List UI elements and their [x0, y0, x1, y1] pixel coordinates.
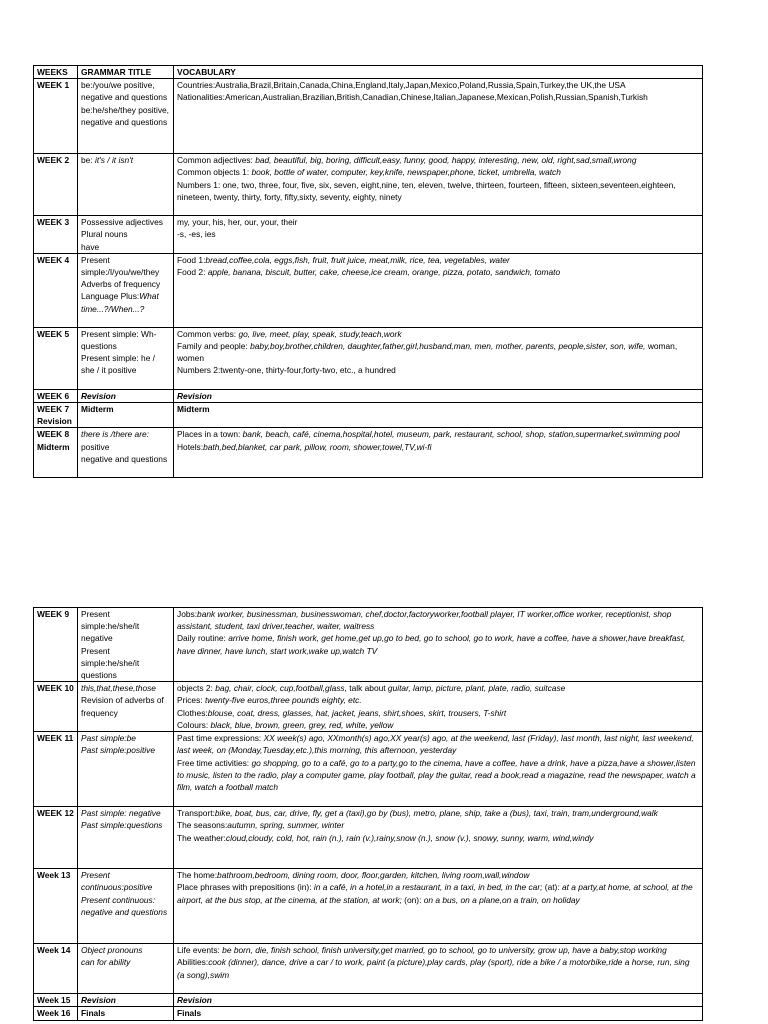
cell-line	[81, 403, 170, 415]
week-label: Week 15	[37, 995, 71, 1006]
cell-text: can for ability	[81, 957, 131, 968]
cell-text: be born, die, finish school, finish university,get married, go to school, go to university, grow up, have a baby,stop working	[222, 945, 667, 956]
cell-line	[81, 1007, 170, 1019]
cell-line	[81, 956, 170, 968]
cell-line	[177, 881, 699, 905]
vocabulary-cell	[174, 1007, 703, 1020]
table-body-1	[34, 79, 703, 478]
vocabulary-cell	[174, 732, 703, 807]
grammar-cell	[78, 253, 174, 327]
header-vocabulary: VOCABULARY	[174, 66, 703, 79]
week-cell	[34, 944, 78, 994]
table-row	[34, 79, 703, 154]
table-row	[34, 1007, 703, 1020]
cell-line	[177, 328, 699, 340]
cell-line	[177, 719, 699, 731]
week-label: WEEK 4	[37, 254, 70, 265]
cell-line	[177, 91, 699, 103]
week-label: WEEK 1	[37, 80, 70, 91]
cell-text: Clothes:	[177, 707, 208, 718]
table-row	[34, 682, 703, 732]
cell-text: The weather:	[177, 832, 226, 843]
vocabulary-cell	[174, 807, 703, 869]
table-row	[34, 994, 703, 1007]
week-cell	[34, 327, 78, 389]
week-label: WEEK 11	[37, 733, 74, 744]
vocabulary-cell	[174, 327, 703, 389]
cell-line	[177, 340, 699, 364]
cell-text: Past time expressions:	[177, 733, 264, 744]
cell-line	[81, 441, 170, 453]
cell-text: my, your, his, her, our, your, their	[177, 217, 298, 228]
cell-text: The seasons:	[177, 820, 228, 831]
vocabulary-cell	[174, 216, 703, 254]
cell-text: on a bus, on a plane,on a train, on holiday	[423, 894, 580, 905]
cell-line	[81, 682, 170, 694]
cell-text: Revision	[177, 995, 212, 1006]
cell-line	[81, 453, 170, 465]
cell-line	[81, 694, 170, 718]
cell-text: Finals	[81, 1008, 106, 1019]
cell-line	[177, 994, 699, 1006]
cell-text: have	[81, 241, 100, 252]
cell-text: Midterm	[177, 404, 210, 415]
week-cell	[34, 253, 78, 327]
cell-line	[81, 278, 170, 290]
cell-line	[81, 228, 170, 240]
cell-text: bathroom,bedroom, dining room, door, floor,garden, kitchen, living room,wall,window	[217, 870, 530, 881]
table-body-2	[34, 608, 703, 1021]
cell-text: guitar, lamp, picture, plant, plate, radio, suitcase	[387, 683, 566, 694]
cell-line	[177, 216, 699, 228]
cell-line	[177, 807, 699, 819]
week-label: WEEK 10	[37, 683, 74, 694]
week-cell	[34, 869, 78, 944]
cell-line	[177, 364, 699, 376]
cell-text: Plural nouns	[81, 229, 128, 240]
cell-line	[81, 869, 170, 893]
table-row	[34, 869, 703, 944]
week-label: Week 14	[37, 945, 71, 956]
cell-text: negative and questions	[81, 453, 168, 464]
cell-text: be:	[81, 155, 95, 166]
cell-line	[177, 956, 699, 980]
cell-text: go shopping, go to a café, go to a party,go to the cinema, have a coffee, have a drink, have a pizza,have a shower,listen to music, listen to the radio, play a computer game, play football, play the guitar, read a book,read a magazine, read the newspaper, watch a film, watch a football match	[177, 757, 696, 793]
cell-text: at a party,at home, at school, at the airport, at the bus stop, at the cinema, at the station, at work;	[177, 882, 693, 905]
cell-text: Adverbs of frequency	[81, 279, 161, 290]
cell-text: Revision of adverbs of frequency	[81, 695, 164, 718]
cell-text: positive	[81, 441, 110, 452]
week-label: WEEK 8 Midterm	[37, 429, 70, 452]
cell-text: Present simple:he/she/it questions	[81, 645, 140, 681]
cell-text: The home:	[177, 870, 218, 881]
cell-text: there is /there are:	[81, 429, 149, 440]
grammar-cell	[78, 807, 174, 869]
grammar-cell	[78, 389, 174, 402]
cell-text: Common objects 1:	[177, 167, 252, 178]
cell-text: it's / it isn't	[94, 155, 134, 166]
cell-text: (at):	[542, 882, 562, 893]
cell-text: Finals	[177, 1008, 202, 1019]
cell-line	[81, 216, 170, 228]
vocabulary-cell	[174, 403, 703, 428]
cell-text: Common adjectives:	[177, 155, 256, 166]
vocabulary-cell	[174, 944, 703, 994]
cell-text: Present simple: he / she / it positive	[81, 353, 156, 376]
cell-line	[81, 254, 170, 278]
week-cell	[34, 216, 78, 254]
cell-text: bath,bed,blanket, car park, pillow, room, shower,towel,TV,wi-fi	[203, 441, 432, 452]
cell-text: Present simple: Wh-questions	[81, 328, 157, 352]
vocabulary-cell	[174, 79, 703, 154]
cell-text: Nationalities:American,Australian,Brazilian,British,Canadian,Chinese,Italian,Japanese,Mexican,Polish,Russian,Spanish,Turkish	[177, 92, 648, 103]
cell-line	[177, 694, 699, 706]
cell-line	[177, 228, 699, 240]
table-row	[34, 253, 703, 327]
cell-text: -s, -es, ies	[177, 229, 216, 240]
cell-text: Present simple:he/she/it negative	[81, 609, 140, 644]
cell-text: Prices:	[177, 695, 205, 706]
cell-text: Hotels:	[177, 441, 204, 452]
grammar-cell	[78, 79, 174, 154]
cell-text: bread,coffee,cola, eggs,fish, fruit, fruit juice, meat,milk, rice, tea, vegetables, water	[205, 254, 510, 265]
cell-text: talk about	[346, 683, 388, 694]
cell-text: Past simple:questions	[81, 820, 163, 831]
week-cell	[34, 154, 78, 216]
week-cell	[34, 682, 78, 732]
vocabulary-cell	[174, 994, 703, 1007]
cell-text: be:/you/we positive, negative and questions	[81, 80, 168, 103]
week-cell	[34, 732, 78, 807]
cell-line	[177, 757, 699, 794]
cell-line	[81, 744, 170, 756]
cell-text: (on):	[401, 894, 424, 905]
table-row	[34, 608, 703, 682]
cell-text: Free time activities:	[177, 757, 252, 768]
cell-text: bad, beautiful, big, boring, difficult,easy, funny, good, happy, interesting, new, old, right,sad,small,wrong	[255, 155, 637, 166]
cell-line	[177, 428, 699, 440]
cell-text: Jobs:	[177, 609, 198, 619]
week-label: WEEK 7 Revision	[37, 404, 72, 427]
cell-line	[177, 682, 699, 694]
cell-line	[177, 1007, 699, 1019]
cell-text: Revision	[177, 390, 212, 401]
cell-text: cloud,cloudy, cold, hot, rain (n.), rain (v.),rainy,snow (n.), snow (v.), snowy, sunny, warm, wind,windy	[225, 832, 594, 843]
cell-text: in a café, in a hotel,in a restaurant, in a taxi, in bed, in the car;	[313, 882, 543, 893]
week-label: WEEK 6	[37, 390, 70, 401]
cell-line	[177, 869, 699, 881]
cell-line	[81, 645, 170, 682]
cell-text: Language Plus:	[81, 291, 140, 302]
week-label: WEEK 12	[37, 808, 74, 819]
cell-line	[177, 608, 699, 632]
cell-line	[81, 994, 170, 1006]
syllabus-table-1	[33, 65, 703, 478]
cell-line	[177, 254, 699, 266]
cell-text: bike, boat, bus, car, drive, fly, get a (taxi),go by (bus), metro, plane, ship, take a (bus), taxi, train, tram,underground,walk	[214, 808, 658, 819]
cell-text: Midterm	[81, 404, 114, 415]
cell-line	[177, 707, 699, 719]
header-grammar-title: GRAMMAR TITLE	[78, 66, 174, 79]
cell-text: Places in a town:	[177, 429, 243, 440]
cell-line	[177, 944, 699, 956]
grammar-cell	[78, 1007, 174, 1020]
week-label: Week 13	[37, 870, 71, 881]
week-cell	[34, 608, 78, 682]
cell-text: baby,boy,brother,children, daughter,father,girl,husband,man, men, mother, parents, people,sister, son, wife,	[250, 341, 646, 352]
cell-line	[81, 290, 170, 314]
cell-line	[81, 807, 170, 819]
cell-text: Past simple:be	[81, 733, 136, 744]
cell-text: XX week(s) ago, XXmonth(s) ago,XX year(s) ago, at the weekend, last (Friday), last month, last night, last weekend, last week, on (Monday,Tuesday,etc.),this morning, this afternoon, yesterday	[177, 733, 694, 756]
week-label: WEEK 2	[37, 155, 70, 166]
grammar-cell	[78, 154, 174, 216]
cell-text: Life events:	[177, 945, 223, 956]
cell-text: Object pronouns	[81, 945, 143, 956]
table-row	[34, 154, 703, 216]
cell-line	[81, 241, 170, 253]
grammar-cell	[78, 869, 174, 944]
cell-text: Common verbs:	[177, 328, 239, 339]
cell-line	[177, 154, 699, 166]
cell-line	[81, 352, 170, 376]
vocabulary-cell	[174, 389, 703, 402]
cell-text: Past simple: negative	[81, 808, 161, 819]
cell-line	[81, 428, 170, 440]
cell-text: Present simple:/I/you/we/they	[81, 254, 160, 278]
table-row	[34, 944, 703, 994]
grammar-cell	[78, 944, 174, 994]
table-row	[34, 389, 703, 402]
cell-text: twenty-five euros,three pounds eighty, etc.	[204, 695, 362, 706]
cell-text: black, blue, brown, green, grey, red, white, yellow	[210, 719, 394, 730]
week-cell	[34, 79, 78, 154]
cell-text: bank, beach, café, cinema,hospital,hotel, museum, park, restaurant, school, shop, station,supermarket,swimming pool	[242, 429, 680, 440]
cell-line	[81, 154, 170, 166]
syllabus-table-2	[33, 607, 703, 1021]
week-label: WEEK 3	[37, 217, 70, 228]
table-header-row	[34, 66, 703, 79]
week-label: WEEK 9	[37, 609, 70, 619]
vocabulary-cell	[174, 869, 703, 944]
cell-text: Abilities:	[177, 957, 209, 968]
grammar-cell	[78, 608, 174, 682]
cell-text: Past simple:positive	[81, 745, 156, 756]
cell-line	[177, 441, 699, 453]
week-cell	[34, 807, 78, 869]
cell-line	[81, 104, 170, 128]
cell-text: book, bottle of water, computer, key,knife, newspaper,phone, ticket, umbrella, watch	[251, 167, 561, 178]
grammar-cell	[78, 327, 174, 389]
cell-text: Food 1:	[177, 254, 206, 265]
vocabulary-cell	[174, 253, 703, 327]
cell-text: Numbers 2:twenty-one, thirty-four,forty-two, etc., a hundred	[177, 365, 396, 376]
grammar-cell	[78, 682, 174, 732]
cell-text: be:he/she/they positive, negative and questions	[81, 104, 169, 127]
cell-text: Present continuous:positive	[81, 870, 153, 893]
week-cell	[34, 1007, 78, 1020]
grammar-cell	[78, 428, 174, 478]
week-cell	[34, 428, 78, 478]
cell-text: blouse, coat, dress, glasses, hat, jacket, jeans, shirt,shoes, skirt, trousers, T-shirt	[207, 707, 507, 718]
cell-text: Present continuous: negative and questions	[81, 894, 168, 917]
grammar-cell	[78, 994, 174, 1007]
cell-text: Possessive adjectives	[81, 217, 163, 228]
cell-text: Food 2:	[177, 267, 208, 278]
vocabulary-cell	[174, 428, 703, 478]
table-row	[34, 807, 703, 869]
cell-line	[177, 732, 699, 756]
vocabulary-cell	[174, 154, 703, 216]
week-cell	[34, 389, 78, 402]
cell-line	[177, 832, 699, 844]
cell-line	[81, 944, 170, 956]
vocabulary-cell	[174, 682, 703, 732]
table-row	[34, 327, 703, 389]
cell-text: cook (dinner), dance, drive a car / to work, paint (a picture),play cards, play (sport), ride a bike / a motorbike,ride a horse, run, sing (a song),swim	[177, 957, 690, 980]
cell-text: Revision	[81, 995, 116, 1006]
cell-text: apple, banana, biscuit, butter, cake, cheese,ice cream, orange, pizza, potato, sandwich, tomato	[207, 267, 561, 278]
cell-line	[177, 403, 699, 415]
table-row	[34, 403, 703, 428]
cell-text: bag, chair, clock, cup,football,glass,	[215, 683, 347, 694]
week-label: Week 16	[37, 1008, 71, 1019]
cell-text: Daily routine:	[177, 633, 229, 644]
cell-text: Revision	[81, 390, 116, 401]
cell-text: What time...?/When...?	[81, 291, 159, 314]
cell-line	[81, 732, 170, 744]
cell-text: bank worker, businessman, businesswoman, chef,doctor,factoryworker,football player, IT worker,office worker, receptionist, shop assistant, student, taxi driver,teacher, waiter, waitress	[177, 609, 672, 632]
grammar-cell	[78, 403, 174, 428]
cell-line	[81, 894, 170, 918]
cell-line	[177, 79, 699, 91]
cell-text: Numbers 1: one, two, three, four, five, six, seven, eight,nine, ten, eleven, twelve, thirteen, fourteen, fifteen, sixteen,seventeen,eighteen, nineteen, twenty, thirty, forty, fifty,sixty, seventy, eighty, ninety	[177, 179, 676, 202]
cell-text: Colours:	[177, 719, 211, 730]
cell-text: woman, women	[177, 341, 678, 364]
week-label: WEEK 5	[37, 328, 70, 339]
cell-line	[81, 608, 170, 645]
cell-line	[177, 166, 699, 178]
table-row	[34, 732, 703, 807]
cell-line	[81, 79, 170, 103]
cell-text: Transport:	[177, 808, 215, 819]
cell-line	[81, 819, 170, 831]
vocabulary-cell	[174, 608, 703, 682]
table-row	[34, 216, 703, 254]
cell-line	[177, 632, 699, 656]
cell-text: arrive home, finish work, get home,get up,go to bed, go to school, go to work, have a coffee, have a shower,have breakfast, have dinner, have lunch, start work,wake up,watch TV	[177, 633, 686, 656]
grammar-cell	[78, 216, 174, 254]
cell-line	[177, 390, 699, 402]
cell-line	[177, 819, 699, 831]
cell-text: Place phrases with prepositions (in):	[177, 882, 314, 893]
cell-line	[81, 328, 170, 352]
cell-text: objects 2:	[177, 683, 216, 694]
week-cell	[34, 994, 78, 1007]
cell-line	[81, 390, 170, 402]
cell-line	[177, 179, 699, 203]
cell-line	[177, 266, 699, 278]
cell-text: go, live, meet, play, speak, study,teach,work	[238, 328, 402, 339]
header-weeks: WEEKS	[34, 66, 78, 79]
week-cell	[34, 403, 78, 428]
cell-text: this,that,these,those	[81, 683, 156, 694]
cell-text: Countries:Australia,Brazil,Britain,Canada,China,England,Italy,Japan,Mexico,Poland,Russia,Spain,Turkey,the UK,the USA	[177, 80, 626, 91]
table-row	[34, 428, 703, 478]
cell-text: Family and people:	[177, 341, 251, 352]
cell-text: autumn, spring, summer, winter	[227, 820, 345, 831]
grammar-cell	[78, 732, 174, 807]
